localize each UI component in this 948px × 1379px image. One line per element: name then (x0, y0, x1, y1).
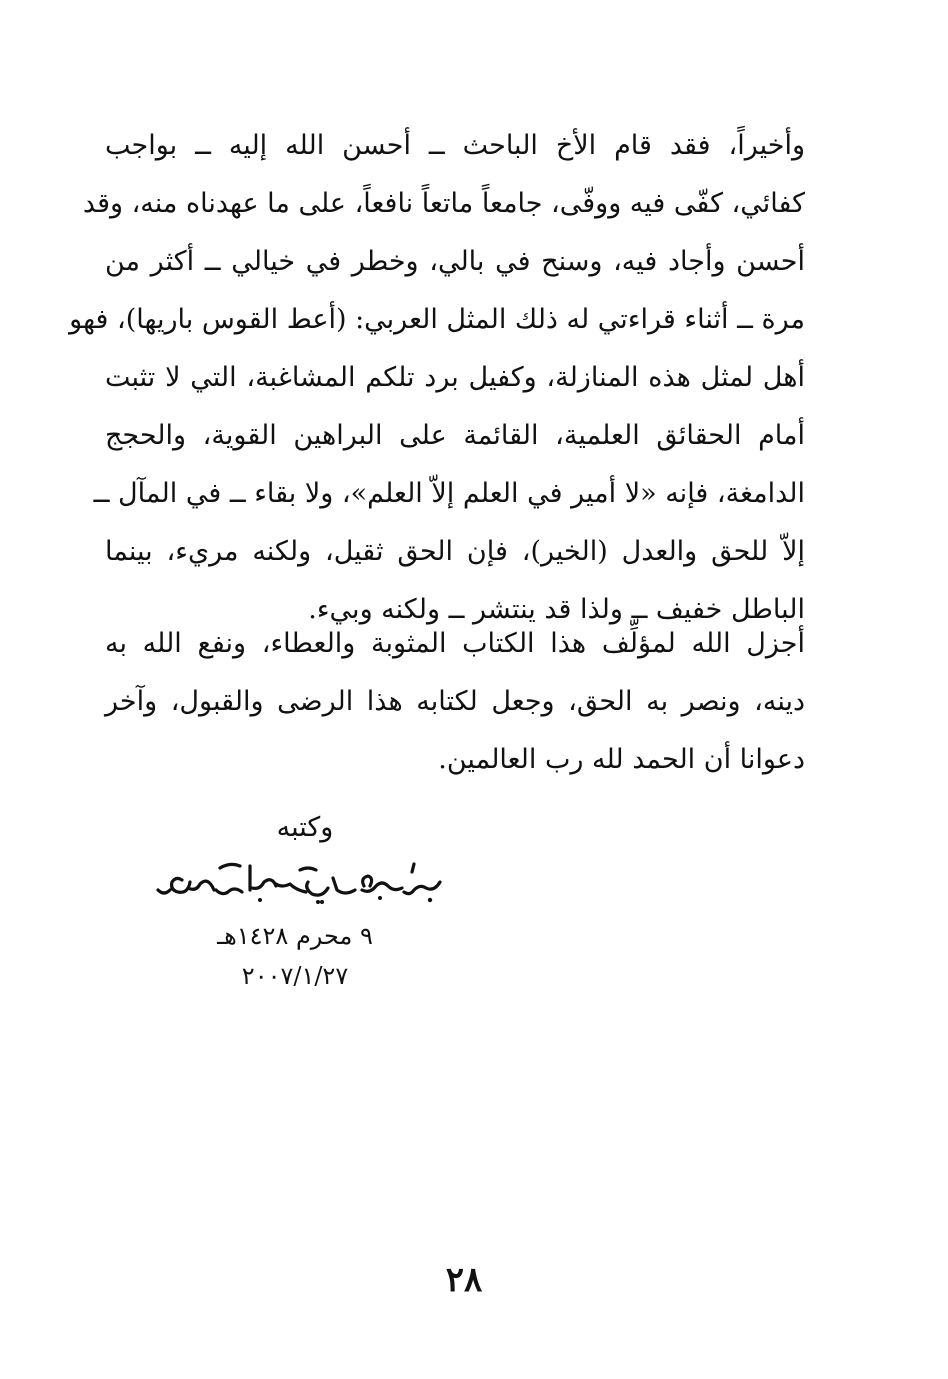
paragraph-line: إلاّ للحق والعدل (الخير)، فإن الحق ثقيل، ولكنه مريء، بينما (105, 536, 805, 567)
paragraph-line: مرة ــ أثناء قراءتي له ذلك المثل العربي: (أعط القوس باريها)، فهو (69, 304, 805, 335)
wrote-by-label: وكتبه (276, 812, 334, 843)
paragraph-line: دينه، ونصر به الحق، وجعل لكتابه هذا الرضى والقبول، وآخر (105, 686, 805, 717)
hijri-date: ٩ محرم ١٤٢٨هـ (217, 922, 373, 950)
paragraph-line: أجزل الله لمؤلِّف هذا الكتاب المثوبة والعطاء، ونفع الله به (105, 628, 805, 659)
gregorian-date: ٢٠٠٧/١/٢٧ (241, 962, 349, 990)
signature-drawing (150, 852, 450, 912)
paragraph-line: أهل لمثل هذه المنازلة، وكفيل برد تلكم المشاغبة، التي لا تثبت (105, 362, 805, 393)
page-number: ٢٨ (445, 1260, 483, 1300)
handwritten-signature (150, 852, 450, 912)
paragraph-line: الباطل خفيف ــ ولذا قد ينتشر ــ ولكنه وبيء. (308, 594, 805, 625)
paragraph-line: دعوانا أن الحمد لله رب العالمين. (438, 744, 805, 775)
paragraph-line: أحسن وأجاد فيه، وسنح في بالي، وخطر في خيالي ــ أكثر من (105, 246, 805, 277)
paragraph-line: أمام الحقائق العلمية، القائمة على البراهين القوية، والحجج (105, 420, 805, 451)
paragraph-line: الدامغة، فإنه «لا أمير في العلم إلاّ العلم»، ولا بقاء ــ في المآل ــ (93, 478, 805, 509)
paragraph-line: وأخيراً، فقد قام الأخ الباحث ــ أحسن الله إليه ــ بواجب (105, 130, 805, 161)
paragraph-line: كفائي، كفّى فيه ووفّى، جامعاً ماتعاً نافعاً، على ما عهدناه منه، وقد (82, 188, 805, 219)
paragraph-1 (69, 117, 805, 639)
paragraph-2 (105, 615, 805, 789)
